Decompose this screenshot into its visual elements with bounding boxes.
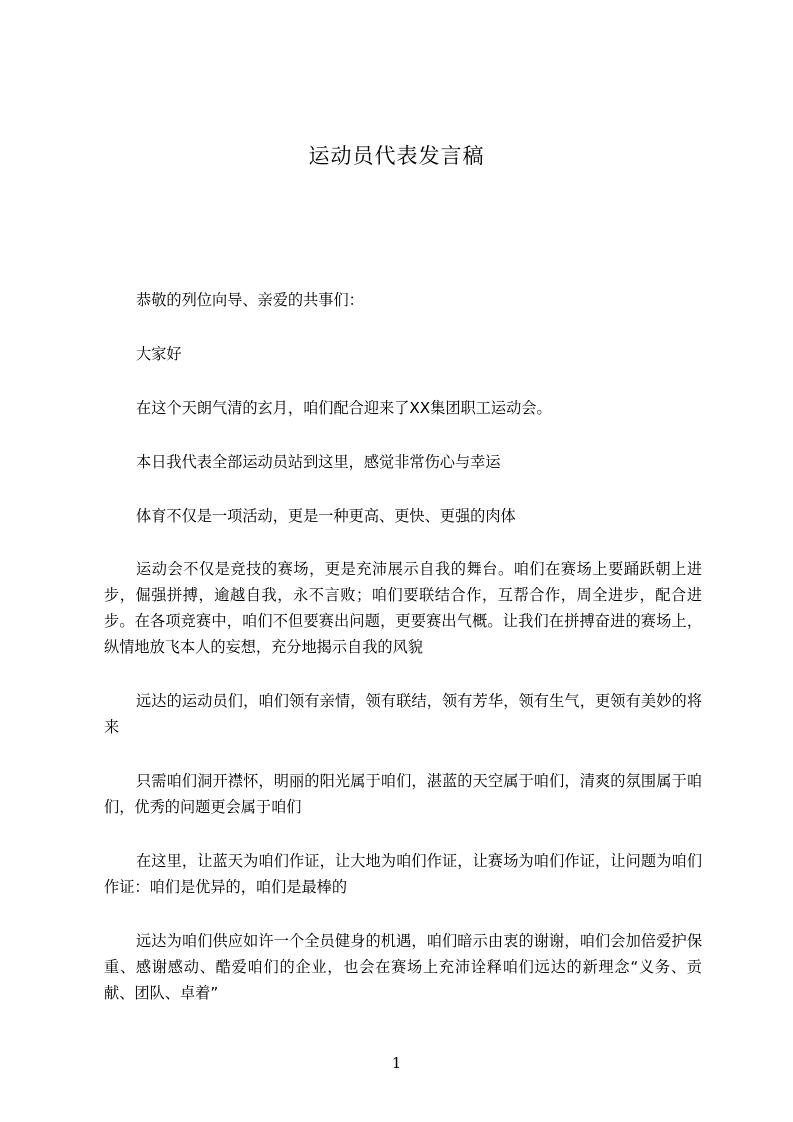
paragraph: 在这个天朗气清的玄月，咱们配合迎来了XX集团职工运动会。 [136,399,552,417]
document-title: 运动员代表发言稿 [308,144,485,168]
paragraph: 只需咱们洞开襟怀，明丽的阳光属于咱们，湛蓝的天空属于咱们，清爽的氛围属于咱们，优秀的问题更会属于咱们 [104,772,702,816]
paragraph: 在这里，让蓝天为咱们作证，让大地为咱们作证，让赛场为咱们作证，让问题为咱们作证：咱们是优异的，咱们是最棒的 [104,852,702,896]
paragraph-greeting: 大家好 [136,345,182,363]
paragraph: 本日我代表全部运动员站到这里，感觉非常伤心与幸运 [136,453,501,471]
paragraph: 远达为咱们供应如许一个全员健身的机遇，咱们暗示由衷的谢谢，咱们会加倍爱护保重、感谢感动、酷爱咱们的企业，也会在赛场上充沛诠释咱们远达的新理念“义务、贡献、团队、卓着” [104,932,702,1002]
paragraph: 体育不仅是一项活动，更是一种更高、更快、更强的肉体 [136,507,516,525]
paragraph: 运动会不仅是竞技的赛场，更是充沛展示自我的舞台。咱们在赛场上要踊跃朝上进步，倔强拼搏，逾越自我，永不言败；咱们要联结合作，互帮合作，周全进步，配合进步。在各项竞赛中，咱们不但要赛出问题，更要赛出气概。让我们在拼搏奋进的赛场上，纵情地放飞本人的妄想，充分地揭示自我的风貌 [104,560,702,656]
page-number: 1 [391,1054,402,1072]
paragraph-salutation: 恭敬的列位向导、亲爱的共事们： [136,291,364,309]
paragraph: 远达的运动员们，咱们领有亲情，领有联结，领有芳华，领有生气，更领有美妙的将来 [104,692,702,736]
